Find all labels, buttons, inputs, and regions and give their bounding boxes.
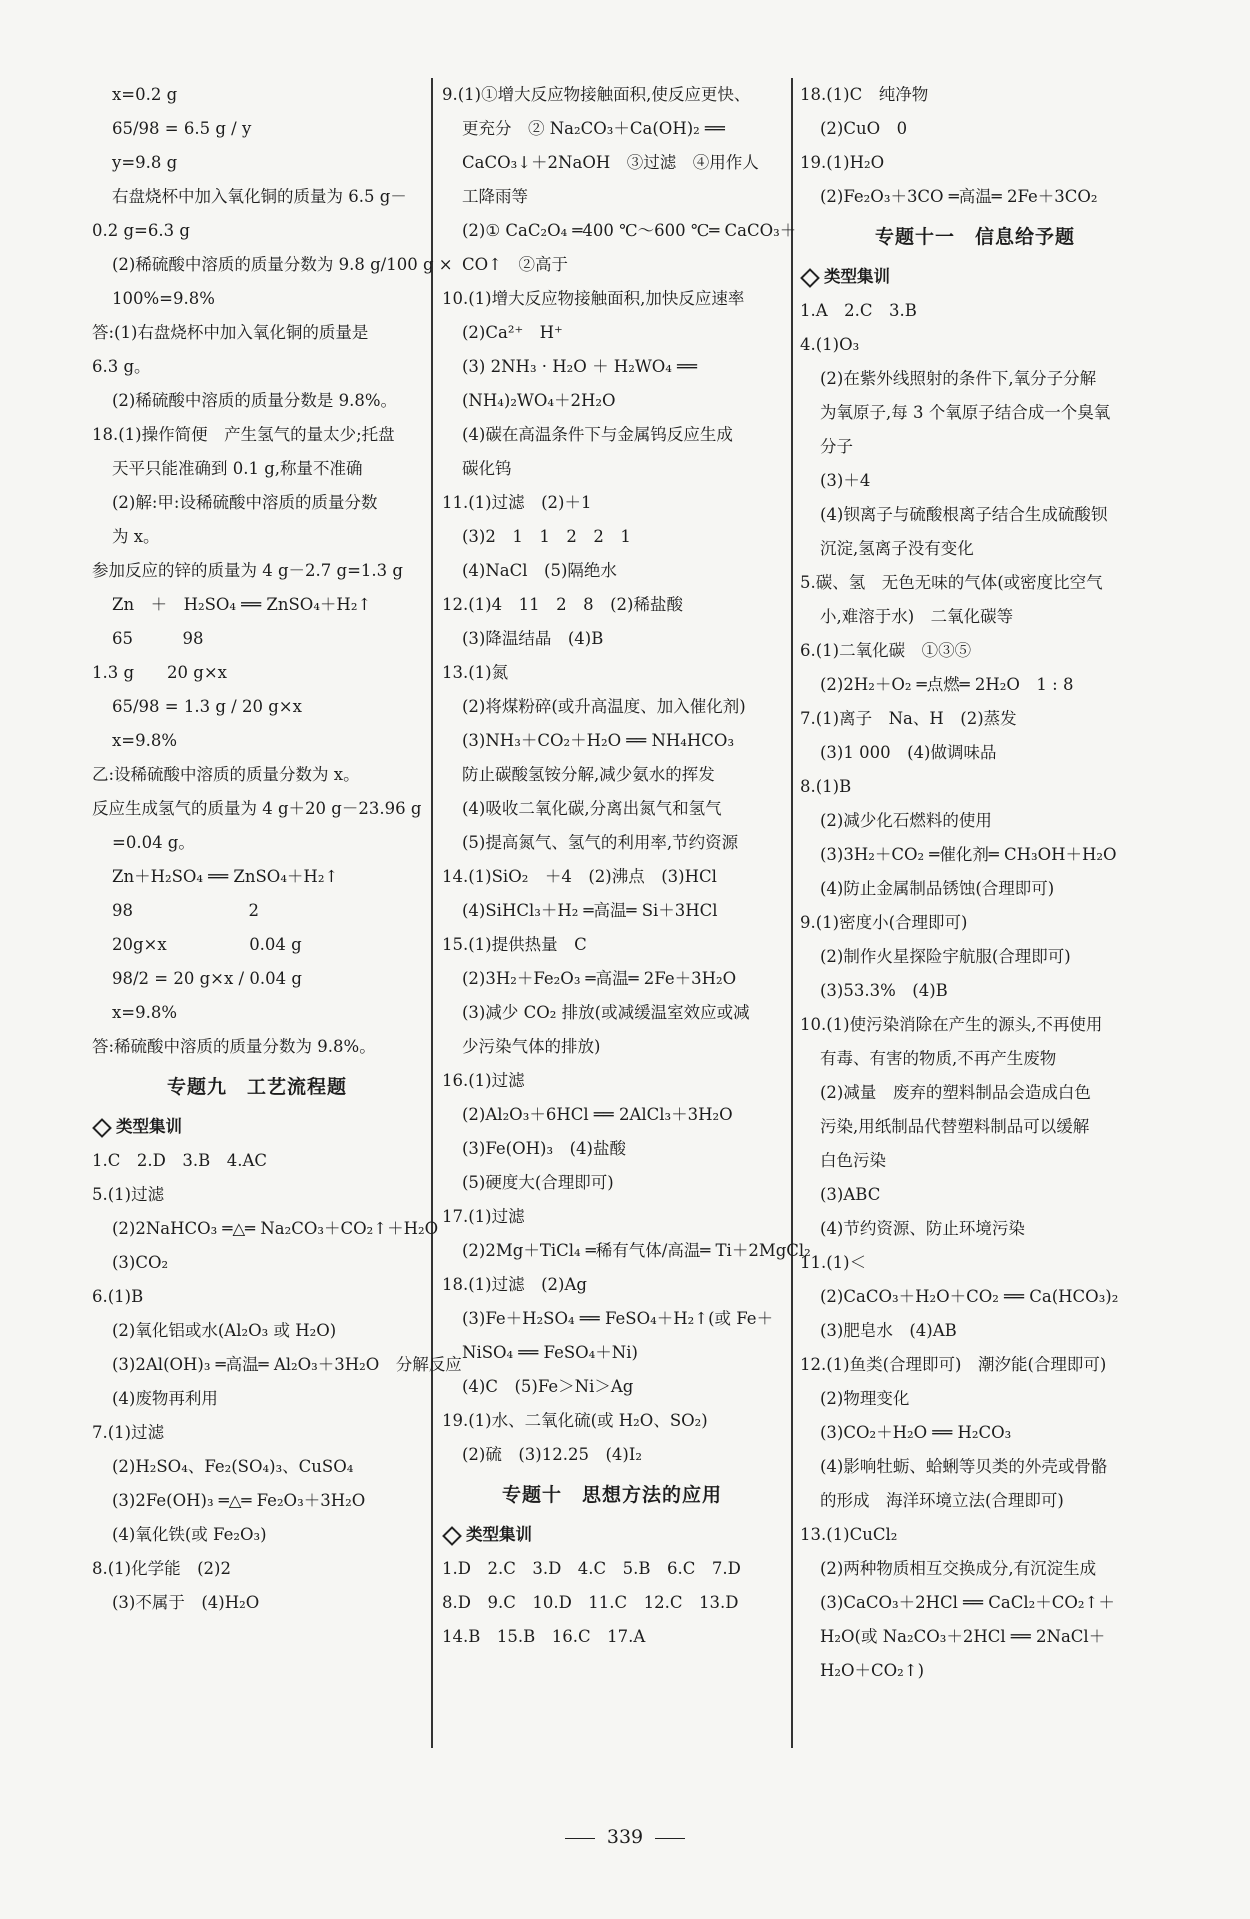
answer-line: 答:(1)右盘烧杯中加入氧化铜的质量是 [92, 323, 369, 342]
answer-line: 6.(1)二氧化碳 ①③⑤ [800, 641, 972, 660]
answer-line: (4)钡离子与硫酸根离子结合生成硫酸钡 [820, 505, 1108, 524]
answer-line: 1.3 g 20 g×x [92, 663, 227, 682]
answer-line: 5.(1)过滤 [92, 1185, 165, 1204]
answer-line: (2)解:甲:设稀硫酸中溶质的质量分数 [112, 493, 378, 512]
answer-line: Zn ＋ H₂SO₄ ══ ZnSO₄＋H₂↑ [112, 595, 372, 614]
answer-line: 0.2 g=6.3 g [92, 221, 190, 240]
answer-line: (2)在紫外线照射的条件下,氧分子分解 [820, 369, 1097, 388]
subsection-heading [800, 260, 1150, 294]
answer-line: 14.(1)SiO₂ ＋4 (2)沸点 (3)HCl [442, 867, 717, 886]
answer-line: (2)Ca²⁺ H⁺ [462, 323, 563, 342]
answer-line: 碳化钨 [462, 459, 512, 478]
answer-column-middle [442, 78, 811, 1654]
column-divider-left [431, 78, 433, 1748]
answer-line: (2)物理变化 [820, 1389, 910, 1408]
answer-line: (2)H₂SO₄、Fe₂(SO₄)₃、CuSO₄ [112, 1457, 354, 1476]
answer-line: 12.(1)4 11 2 8 (2)稀盐酸 [442, 595, 683, 614]
answer-line: 工降雨等 [462, 187, 528, 206]
answer-line: (2)将煤粉碎(或升高温度、加入催化剂) [462, 697, 746, 716]
answer-line: 更充分 ② Na₂CO₃＋Ca(OH)₂ ══ [462, 119, 725, 138]
answer-line: (3)不属于 (4)H₂O [112, 1593, 260, 1612]
answer-line: =0.04 g。 [112, 833, 195, 852]
answer-line: 参加反应的锌的质量为 4 g－2.7 g=1.3 g [92, 561, 403, 580]
answer-line: 98/2 = 20 g×x / 0.04 g [112, 969, 302, 988]
answer-line: 20g×x 0.04 g [112, 935, 302, 954]
answer-line: 11.(1)过滤 (2)＋1 [442, 493, 592, 512]
answer-line: 18.(1)过滤 (2)Ag [442, 1275, 587, 1294]
answer-line: 18.(1)操作简便 产生氢气的量太少;托盘 [92, 425, 395, 444]
answer-line: 98 2 [112, 901, 259, 920]
answer-line: 8.D 9.C 10.D 11.C 12.C 13.D [442, 1593, 739, 1612]
answer-line: Zn＋H₂SO₄ ══ ZnSO₄＋H₂↑ [112, 867, 339, 886]
answer-line: (2)Fe₂O₃＋3CO ═高温═ 2Fe＋3CO₂ [820, 187, 1098, 206]
answer-line: 9.(1)密度小(合理即可) [800, 913, 968, 932]
answer-line: (4)SiHCl₃＋H₂ ═高温═ Si＋3HCl [462, 901, 718, 920]
answer-line: (2)氧化铝或水(Al₂O₃ 或 H₂O) [112, 1321, 337, 1340]
answer-line: H₂O(或 Na₂CO₃＋2HCl ══ 2NaCl＋ [820, 1627, 1106, 1646]
answer-line: 防止碳酸氢铵分解,减少氨水的挥发 [462, 765, 715, 784]
page-number: 339 [0, 1826, 1250, 1848]
answer-line: 8.(1)化学能 (2)2 [92, 1559, 231, 1578]
answer-line: (3)1 000 (4)做调味品 [820, 743, 997, 762]
answer-line: 7.(1)过滤 [92, 1423, 165, 1442]
answer-line: 10.(1)增大反应物接触面积,加快反应速率 [442, 289, 745, 308]
answer-line: 9.(1)①增大反应物接触面积,使反应更快、 [442, 85, 751, 104]
diamond-icon [800, 268, 820, 288]
answer-line: (3)Fe(OH)₃ (4)盐酸 [462, 1139, 626, 1158]
answer-line: (4)吸收二氧化碳,分离出氮气和氢气 [462, 799, 722, 818]
answer-line: (2)硫 (3)12.25 (4)I₂ [462, 1445, 642, 1464]
diamond-icon [92, 1118, 112, 1138]
answer-line: (2)2NaHCO₃ ═△═ Na₂CO₃＋CO₂↑＋H₂O [112, 1219, 439, 1238]
answer-line: (2)两种物质相互交换成分,有沉淀生成 [820, 1559, 1097, 1578]
answer-line: 乙:设稀硫酸中溶质的质量分数为 x。 [92, 765, 360, 784]
answer-line: (2)减少化石燃料的使用 [820, 811, 992, 830]
answer-line: (3)CO₂＋H₂O ══ H₂CO₃ [820, 1423, 1012, 1442]
answer-line: 19.(1)H₂O [800, 153, 885, 172]
answer-line: 65/98 = 6.5 g / y [112, 119, 252, 138]
answer-line: (3)肥皂水 (4)AB [820, 1321, 957, 1340]
answer-line: 15.(1)提供热量 C [442, 935, 587, 954]
answer-line: (3) 2NH₃ · H₂O ＋ H₂WO₄ ══ [462, 357, 698, 376]
answer-line: (2)2Mg＋TiCl₄ ═稀有气体/高温═ Ti＋2MgCl₂ [462, 1241, 811, 1260]
answer-line: 6.3 g。 [92, 357, 151, 376]
answer-line: H₂O＋CO₂↑) [820, 1661, 925, 1680]
answer-line: (4)碳在高温条件下与金属钨反应生成 [462, 425, 733, 444]
answer-line: (3)Fe＋H₂SO₄ ══ FeSO₄＋H₂↑(或 Fe＋ [462, 1309, 774, 1328]
answer-line: 有毒、有害的物质,不再产生废物 [820, 1049, 1057, 1068]
answer-line: 7.(1)离子 Na、H (2)蒸发 [800, 709, 1017, 728]
answer-line: 5.碳、氢 无色无味的气体(或密度比空气 [800, 573, 1103, 592]
answer-line: 65/98 = 1.3 g / 20 g×x [112, 697, 302, 716]
answer-line: (3)＋4 [820, 471, 871, 490]
subsection-label: 类型集训 [824, 267, 890, 286]
answer-line: (3)53.3% (4)B [820, 981, 948, 1000]
answer-line: (3)CO₂ [112, 1253, 169, 1272]
answer-line: (2)稀硫酸中溶质的质量分数为 9.8 g/100 g × [112, 255, 453, 274]
answer-line: 18.(1)C 纯净物 [800, 85, 929, 104]
answer-line: (2)CuO 0 [820, 119, 908, 138]
answer-line: (NH₄)₂WO₄＋2H₂O [462, 391, 616, 410]
answer-line: 100%=9.8% [112, 289, 215, 308]
section-heading: 专题十一 信息给予题 [874, 226, 1075, 248]
answer-line: (2)Al₂O₃＋6HCl ══ 2AlCl₃＋3H₂O [462, 1105, 733, 1124]
answer-line: (3)CaCO₃＋2HCl ══ CaCl₂＋CO₂↑＋ [820, 1593, 1115, 1612]
answer-line: NiSO₄ ══ FeSO₄＋Ni) [462, 1343, 638, 1362]
section-heading: 专题九 工艺流程题 [166, 1076, 347, 1098]
column-divider-right [791, 78, 793, 1748]
answer-line: 10.(1)使污染消除在产生的源头,不再使用 [800, 1015, 1103, 1034]
answer-line: 反应生成氢气的质量为 4 g＋20 g－23.96 g [92, 799, 422, 818]
answer-line: (3)2 1 1 2 2 1 [462, 527, 631, 546]
answer-line: 1.C 2.D 3.B 4.AC [92, 1151, 267, 1170]
answer-line: CaCO₃↓＋2NaOH ③过滤 ④用作人 [462, 153, 759, 172]
answer-line: 6.(1)B [92, 1287, 144, 1306]
answer-line: (5)提高氮气、氢气的利用率,节约资源 [462, 833, 739, 852]
answer-line: 天平只能准确到 0.1 g,称量不准确 [112, 459, 363, 478]
answer-line: x=9.8% [112, 1003, 178, 1022]
answer-line: 右盘烧杯中加入氧化铜的质量为 6.5 g－ [112, 187, 407, 206]
answer-line: (3)ABC [820, 1185, 881, 1204]
answer-line: (4)节约资源、防止环境污染 [820, 1219, 1025, 1238]
answer-line: 16.(1)过滤 [442, 1071, 525, 1090]
answer-line: 分子 [820, 437, 853, 456]
answer-line: 4.(1)O₃ [800, 335, 860, 354]
subsection-heading [92, 1110, 422, 1144]
answer-line: y=9.8 g [112, 153, 178, 172]
answer-line: (4)废物再利用 [112, 1389, 218, 1408]
answer-line: 为氧原子,每 3 个氧原子结合成一个臭氧 [820, 403, 1111, 422]
answer-line: 12.(1)鱼类(合理即可) 潮汐能(合理即可) [800, 1355, 1107, 1374]
answer-line: 65 98 [112, 629, 204, 648]
answer-line: 14.B 15.B 16.C 17.A [442, 1627, 646, 1646]
answer-line: (5)硬度大(合理即可) [462, 1173, 614, 1192]
answer-line: CO↑ ②高于 [462, 255, 568, 274]
answer-line: (4)防止金属制品锈蚀(合理即可) [820, 879, 1055, 898]
answer-line: (3)2Al(OH)₃ ═高温═ Al₂O₃＋3H₂O 分解反应 [112, 1355, 462, 1374]
answer-column-right [800, 78, 1150, 1688]
answer-column-left [92, 78, 462, 1620]
answer-line: 13.(1)氮 [442, 663, 509, 682]
answer-line: (2)① CaC₂O₄ ═400 ℃～600 ℃═ CaCO₃＋ [462, 221, 797, 240]
answer-line: 17.(1)过滤 [442, 1207, 525, 1226]
answer-line: 沉淀,氢离子没有变化 [820, 539, 974, 558]
answer-line: (4)C (5)Fe＞Ni＞Ag [462, 1377, 634, 1396]
answer-line: (3)减少 CO₂ 排放(或减缓温室效应或减 [462, 1003, 750, 1022]
answer-line: 8.(1)B [800, 777, 852, 796]
answer-line: (3)NH₃＋CO₂＋H₂O ══ NH₄HCO₃ [462, 731, 735, 750]
answer-line: (3)2Fe(OH)₃ ═△═ Fe₂O₃＋3H₂O [112, 1491, 366, 1510]
answer-line: (3)3H₂＋CO₂ ═催化剂═ CH₃OH＋H₂O [820, 845, 1117, 864]
answer-line: 19.(1)水、二氧化硫(或 H₂O、SO₂) [442, 1411, 708, 1430]
answer-line: 的形成 海洋环境立法(合理即可) [820, 1491, 1064, 1510]
answer-line: (2)CaCO₃＋H₂O＋CO₂ ══ Ca(HCO₃)₂ [820, 1287, 1119, 1306]
answer-line: (4)影响牡蛎、蛤蜊等贝类的外壳或骨骼 [820, 1457, 1108, 1476]
answer-line: (2)减量 废弃的塑料制品会造成白色 [820, 1083, 1091, 1102]
subsection-label: 类型集训 [116, 1117, 182, 1136]
subsection-label: 类型集训 [466, 1525, 532, 1544]
answer-line: 小,难溶于水) 二氧化碳等 [820, 607, 1014, 626]
section-heading: 专题十 思想方法的应用 [501, 1484, 722, 1506]
answer-line: 13.(1)CuCl₂ [800, 1525, 898, 1544]
answer-line: (2)3H₂＋Fe₂O₃ ═高温═ 2Fe＋3H₂O [462, 969, 737, 988]
answer-line: 1.D 2.C 3.D 4.C 5.B 6.C 7.D [442, 1559, 741, 1578]
answer-line: 为 x。 [112, 527, 160, 546]
answer-line: 白色污染 [820, 1151, 886, 1170]
answer-line: 污染,用纸制品代替塑料制品可以缓解 [820, 1117, 1090, 1136]
answer-line: (3)降温结晶 (4)B [462, 629, 604, 648]
answer-line: 11.(1)＜ [800, 1253, 867, 1272]
answer-line: x=9.8% [112, 731, 178, 750]
subsection-heading [442, 1518, 782, 1552]
answer-line: 1.A 2.C 3.B [800, 301, 917, 320]
answer-line: (2)稀硫酸中溶质的质量分数是 9.8%。 [112, 391, 398, 410]
diamond-icon [442, 1526, 462, 1546]
answer-line: x=0.2 g [112, 85, 178, 104]
answer-line: 答:稀硫酸中溶质的质量分数为 9.8%。 [92, 1037, 376, 1056]
answer-line: (2)制作火星探险宇航服(合理即可) [820, 947, 1071, 966]
answer-line: (4)NaCl (5)隔绝水 [462, 561, 617, 580]
answer-line: 少污染气体的排放) [462, 1037, 601, 1056]
answer-line: (4)氧化铁(或 Fe₂O₃) [112, 1525, 267, 1544]
answer-line: (2)2H₂＋O₂ ═点燃═ 2H₂O 1 : 8 [820, 675, 1074, 694]
